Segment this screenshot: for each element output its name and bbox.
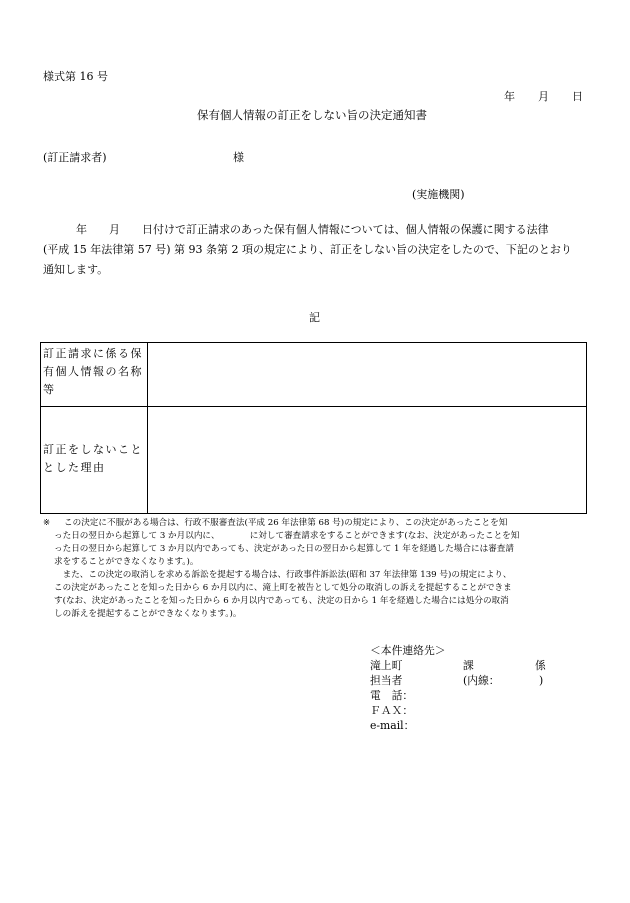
date-line [504,88,583,104]
date-day: 日 [572,90,583,103]
contact-extension: (内線： [463,674,500,687]
contact-town: 滝上町 [370,659,403,672]
note-line-1: この決定に不服がある場合は、行政不服審査法(平成 26 年法律第 68 号)の規定により、この決定があったことを知 [64,518,508,528]
date-month: 月 [538,90,549,103]
form-number: 様式第 16 号 [43,70,108,83]
contact-fax: ＦＡＸ： [370,704,414,717]
date-year: 年 [504,90,515,103]
note-line-6: この決定があったことを知った日から 6 か月以内に、滝上町を被告として処分の取消しの訴えを提起することができま [54,583,512,593]
detail-table [40,342,587,514]
contact-unit: 係 [535,659,546,672]
document-title: 保有個人情報の訂正をしない旨の決定通知書 [197,108,427,122]
note-line-5: また、この決定の取消しを求める訴訟を提起する場合は、行政事件訴訟法(昭和 37 年法律第 139 号)の規定により、 [54,570,512,580]
row2-label: 訂正をしないこととした理由 [41,406,148,513]
contact-person: 担当者 [370,674,403,687]
body-line-2: (平成 15 年法律第 57 号) 第 93 条第 2 項の規定により、訂正をしない旨の決定をしたので、下記のとおり [43,243,572,256]
note-line-2: った日の翌日から起算して 3 か月以内に、 に対して審査請求をすることができます(なお、決定があったことを知 [54,531,520,541]
body-line-3: 通知します。 [43,263,109,276]
row1-label: 訂正請求に係る保有個人情報の名称等 [41,343,148,406]
note-line-4: 求をすることができなくなります。)。 [54,557,199,567]
ki-heading: 記 [309,311,320,324]
contact-header: ＜本件連絡先＞ [370,644,446,657]
contact-extension-close: ) [539,674,544,687]
requester-label: (訂正請求者) [43,151,107,164]
contact-email: e-mail： [370,719,415,732]
note-line-7: す(なお、決定があったことを知った日から 6 か月以内であっても、決定の日から 1 年を経過した場合には処分の取消 [54,596,509,606]
note-line-8: しの訴えを提起することができなくなります。)。 [54,609,242,619]
note-line-3: った日の翌日から起算して 3 か月以内であっても、決定があった日の翌日から起算して 1 年を経過した場合には審査請 [54,544,514,554]
honorific: 様 [233,151,244,164]
contact-phone: 電 話： [370,689,414,702]
body-line-1: 年 月 日付けで訂正請求のあった保有個人情報については、個人情報の保護に関する法律 [43,223,549,236]
note-mark: ※ [43,518,51,528]
contact-section: 課 [463,659,474,672]
agency-label: (実施機関) [412,188,465,201]
